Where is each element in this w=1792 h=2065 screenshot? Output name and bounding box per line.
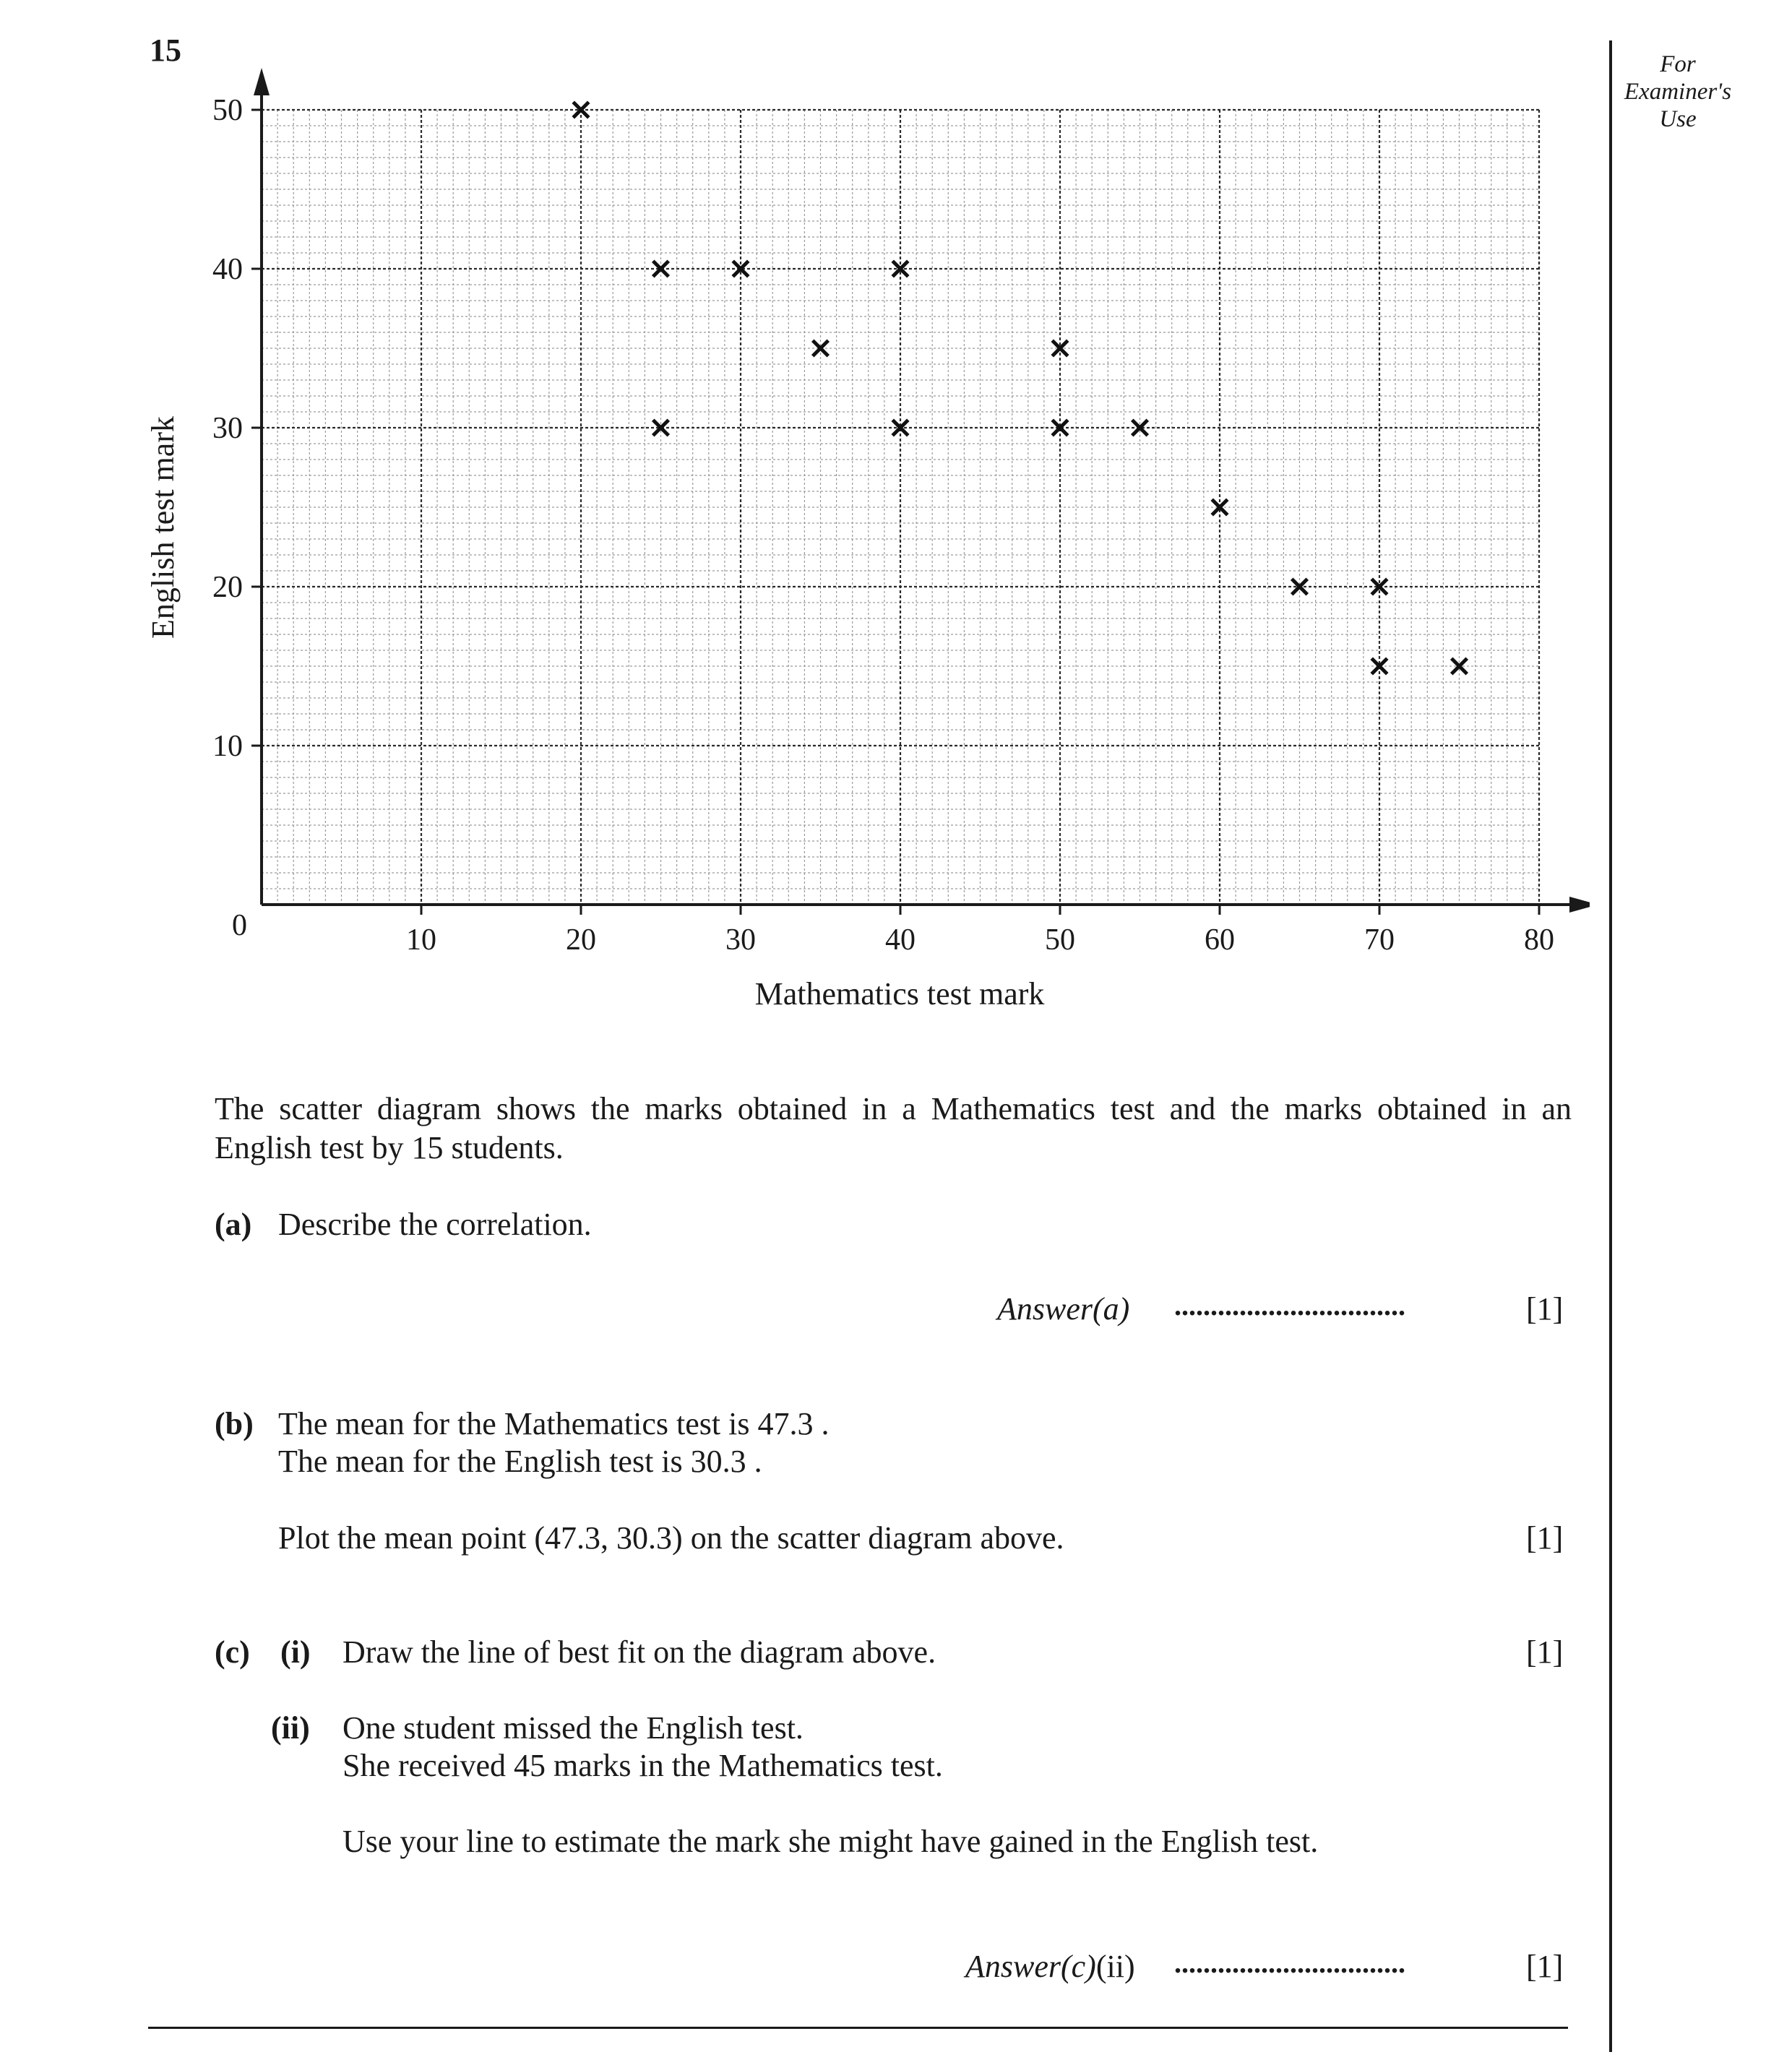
part-a-marks: [1]	[1526, 1291, 1564, 1327]
x-tick-label: 10	[406, 923, 436, 957]
part-c-i-marks: [1]	[1526, 1634, 1564, 1670]
y-tick-label: 10	[212, 730, 243, 763]
part-c-ii-line-3: Use your line to estimate the mark she might have gained in the English test.	[343, 1824, 1319, 1859]
answer-c-ii-label-roman: (ii)	[1095, 1949, 1135, 1984]
part-a-text: Describe the correlation.	[278, 1207, 592, 1242]
y-tick-label: 20	[212, 571, 243, 604]
examiner-margin-line	[1609, 40, 1612, 2052]
part-b-marks: [1]	[1526, 1520, 1564, 1556]
x-tick-label: 60	[1205, 923, 1235, 957]
y-tick-label: 40	[212, 253, 243, 286]
data-point	[1054, 421, 1067, 434]
part-c-i-label: (i)	[280, 1634, 311, 1670]
part-a-label: (a)	[215, 1207, 252, 1242]
part-c-ii-line-1: One student missed the English test.	[343, 1710, 804, 1746]
x-tick-label: 80	[1524, 923, 1554, 957]
answer-a-line[interactable]: ................................	[1174, 1289, 1405, 1322]
part-c-ii-label: (ii)	[271, 1710, 310, 1746]
scatter-chart	[137, 65, 1590, 1026]
x-tick-label: 20	[566, 923, 596, 957]
x-axis-label: Mathematics test mark	[754, 976, 1045, 1012]
part-c-ii-marks: [1]	[1526, 1949, 1564, 1984]
answer-c-ii-label-italic: Answer(c)	[965, 1949, 1096, 1984]
bottom-rule	[148, 2027, 1568, 2029]
x-axis-arrow	[1569, 897, 1590, 913]
origin-label: 0	[232, 909, 247, 942]
x-tick-label: 30	[725, 923, 756, 957]
y-axis-label: English test mark	[145, 416, 181, 639]
part-c-i-text: Draw the line of best fit on the diagram above.	[343, 1634, 936, 1670]
y-tick-label: 50	[212, 94, 243, 127]
examiner-use-note	[1616, 51, 1739, 133]
intro-text	[215, 1090, 1572, 1168]
part-c-ii-line-2: She received 45 marks in the Mathematics test.	[343, 1748, 943, 1783]
examiner-line-3: Use	[1659, 106, 1697, 132]
intro-line-1: The scatter diagram shows the marks obtained in a Mathematics test and the marks obtained in an	[215, 1091, 1572, 1126]
x-tick-label: 50	[1045, 923, 1075, 957]
part-b-line-1: The mean for the Mathematics test is 47.3 .	[278, 1406, 830, 1441]
examiner-line-1: For	[1660, 51, 1696, 77]
part-b-label: (b)	[215, 1406, 254, 1441]
intro-line-2: English test by 15 students.	[215, 1130, 564, 1165]
question-number: 15	[150, 33, 181, 68]
part-b-line-3: Plot the mean point (47.3, 30.3) on the scatter diagram above.	[278, 1520, 1064, 1556]
answer-a-label: Answer(a)	[997, 1291, 1130, 1327]
part-c-label: (c)	[215, 1634, 250, 1670]
y-axis-arrow	[254, 68, 270, 95]
x-tick-label: 70	[1364, 923, 1395, 957]
tick-labels	[212, 94, 1554, 957]
answer-c-ii-label	[965, 1947, 1135, 1986]
part-b-line-2: The mean for the English test is 30.3 .	[278, 1444, 762, 1479]
examiner-line-2: Examiner's	[1624, 79, 1732, 105]
x-tick-label: 40	[885, 923, 916, 957]
answer-c-ii-line[interactable]: ................................	[1174, 1947, 1405, 1979]
y-tick-label: 30	[212, 412, 243, 445]
